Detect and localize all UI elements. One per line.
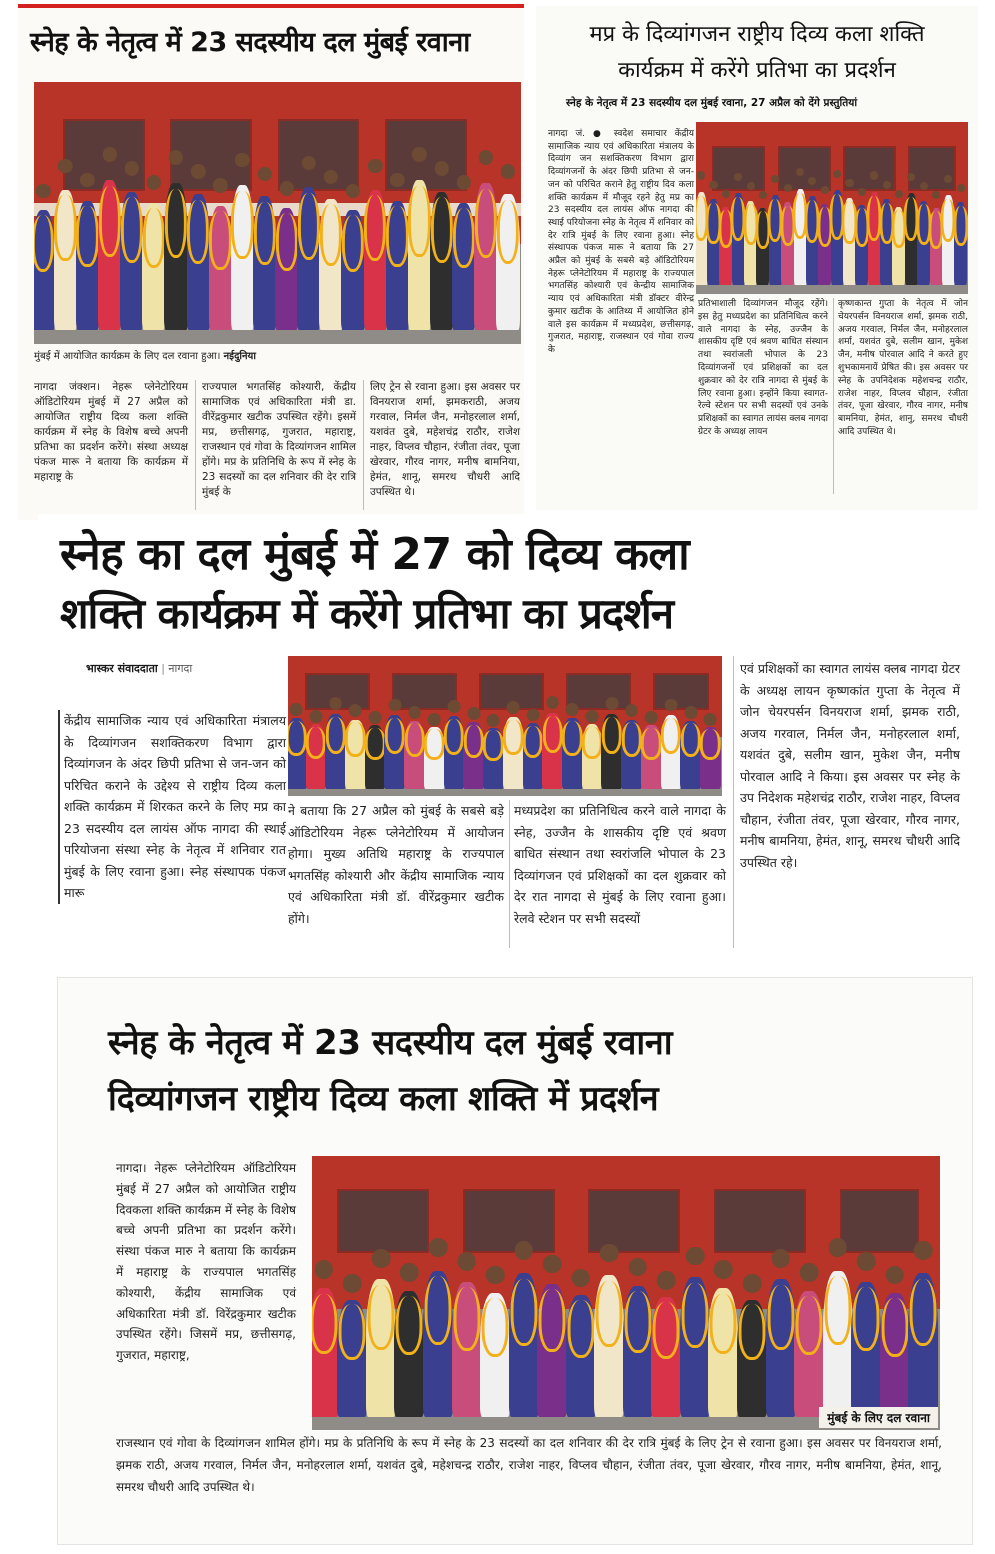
person-figure (474, 183, 497, 331)
clip2-col-1: नागदा जं. ● स्वदेश समाचार केंद्रीय सामाजिक न्याय एवं अधिकारिता मंत्रालय के दिव्यांग जन सशक्तिकरण विभाग द्वारा दिव्यांगजनों के अंदर छिपी प्रतिभा से जन-जन को परिचित कराने हेतु राष्ट्रीय दिव कला शक्ति कार्यक्रम में मौजूद रहने हेतु मप्र का 23 सदस्यीय दल लायंस ऑफ नागदा की स्थाई परियोजना स्नेह के नेतृत्व में शनिवार को देर रात्रि मुंबई के लिए रवाना हुआ। स्नेह संस्थापक पंकज मारू ने बताया कि 27 अप्रैल को मुंबई के सबसे बड़े ऑडिटोरियम नेहरू प्लेनेटोरियम में महाराष्ट्र के राज्यपाल भगतसिंह कोश्यारी एवं केन्द्रीय सामाजिक न्याय एवं अधिकारिता मंत्री डॉक्टर वीरेन्द्र कुमार खटीक के आतिथ्य में आयोजित होने वाले इस कार्यक्रम में मध्यप्रदेश, छत्तीसगढ़, गुजरात, महाराष्ट्र, राजस्थान एवं गोवा राज्य के (548, 129, 694, 355)
person-figure (737, 1300, 767, 1417)
person-figure (231, 185, 254, 330)
byline-place: नागदा (168, 662, 193, 675)
group-of-people (288, 678, 722, 796)
clip1-col-2: राज्यपाल भगतसिंह कोश्यारी, केंद्रीय सामाजिक एवं अधिकारिता मंत्री डा. वीरेंद्रकुमार खटीक उपस्थित रहेंगे। इसमें मप्र, छत्तीसगढ़, गुजरात, महाराष्ट्र, राजस्थान एवं गोवा के दिव्यांगजन शामिल होंगे। मप्र के प्रतिनिधि के रूप में स्नेह के 23 सदस्यों का दल शनिवार की देर रात्रि मुंबई के (202, 381, 356, 498)
clip3-col-3: मध्यप्रदेश का प्रतिनिधित्व करने वाले नागदा के स्नेह, उज्जैन के शासकीय दृष्टि एवं श्रवण बाधित संस्थान तथा स्वरांजलि भोपाल के 23 दिव्यांगजन एवं प्रशिक्षकों का दल शुक्रवार को देर रात नागदा से मुंबई के लिए रवाना हुआ। रेलवे स्टेशन पर सभी सदस्यों (514, 803, 726, 926)
person-figure (366, 1279, 396, 1416)
clip4-headline-1: स्नेह के नेतृत्व में 23 सदस्यीय दल मुंबई रवाना (108, 1023, 673, 1063)
person-figure (509, 1273, 539, 1417)
person-figure (851, 1282, 881, 1417)
clip4-photo (312, 1156, 940, 1430)
person-figure (164, 183, 187, 331)
person-figure (641, 725, 662, 789)
group-of-people (34, 113, 521, 344)
person-figure (430, 192, 453, 330)
person-figure (594, 1275, 624, 1417)
clip1-headline: स्नेह के नेतृत्व में 23 सदस्यीय दल मुंबई रवाना (30, 27, 470, 58)
person-figure (880, 1293, 910, 1417)
person-figure (452, 203, 475, 330)
person-figure (732, 193, 745, 285)
person-figure (843, 198, 856, 285)
clip1-caption: मुंबई में आयोजित कार्यक्रम के लिए दल रवाना हुआ। नईदुनिया (34, 351, 256, 362)
person-figure (187, 194, 210, 330)
clip4-headline-2: दिव्यांगजन राष्ट्रीय दिव्य कला शक्ति में प्रदर्शन (108, 1079, 659, 1119)
person-figure (345, 720, 366, 789)
person-figure (562, 718, 583, 789)
clipping-naidunia (18, 4, 524, 520)
person-figure (54, 190, 77, 331)
clip3-headline-2: शक्ति कार्यक्रम में करेंगे प्रतिभा का प्रदर्शन (60, 589, 674, 638)
person-figure (523, 723, 544, 789)
person-figure (496, 194, 519, 330)
person-figure (744, 201, 757, 285)
person-figure (651, 1297, 681, 1416)
person-figure (708, 1288, 738, 1416)
person-figure (806, 196, 819, 285)
person-figure (823, 1271, 853, 1417)
clipping-bhaskar (38, 514, 972, 960)
person-figure (386, 201, 409, 330)
person-figure (503, 717, 524, 789)
person-figure (769, 195, 782, 285)
clip2-col-3: कृष्णकान्त गुप्ता के नेतृत्व में जोन चेयरपर्सन विनयराज शर्मा, झमक राठी, अजय गरवाल, निर्मल जैन, मनोहरलाल शर्मा, यशवंत दुबे, सलीम खान, मुकेश जैन, मनीष पोरवाल आदि ने करते हुए शुभकामनायें प्रेषित की। इस अवसर पर स्नेह के उपनिदेशक महेशचन्द्र राठौर, राजेश नाहर, विप्लव चौहान, रंजीता तंवर, पूजा खेरवार, गौरव नागर, मनीष बामनिया, हेमंत, शानु, समरथ चौधरी आदि उपस्थित थे। (838, 299, 968, 437)
clip2-subhead: स्नेह के नेतृत्व में 23 सदस्यीय दल मुंबई रवाना, 27 अप्रैल को देंगे प्रस्तुतियां (566, 97, 858, 109)
person-figure (566, 1295, 596, 1416)
person-figure (275, 208, 298, 330)
clipping-4 (58, 978, 972, 1544)
person-figure (908, 1273, 938, 1417)
person-figure (905, 193, 918, 285)
clip2-col-2: प्रतिभाशाली दिव्यांगजन मौजूद रहेंगे। इस हेतु मध्यप्रदेश का प्रतिनिधित्व करने वाले नागदा के स्नेह, उज्जैन के शासकीय दृष्टि एवं श्रवण बाधित संस्थान तथा स्वरांजली भोपाल के 23 दिव्यांगजनों एवं प्रशिक्षकों का दल शुक्रवार को देर रात्रि नागदा से मुंबई के लिए रवाना हुआ। इन्होंने किया स्वागत- रेल्वे स्टेशन पर सभी सदस्यों एवं उनके प्रशिक्षकों का स्वागत लायंस क्लब नागदा ग्रेटर के अध्यक्ष लायन (698, 299, 828, 437)
clip2-headline-2: कार्यक्रम में करेंगे प्रतिभा का प्रदर्शन (618, 58, 896, 83)
person-figure (364, 190, 387, 331)
person-figure (661, 715, 682, 789)
person-figure (142, 203, 165, 330)
person-figure (794, 189, 807, 285)
person-figure (480, 1293, 510, 1417)
clip2-photo (696, 122, 968, 294)
person-figure (537, 1284, 567, 1417)
person-figure (831, 190, 844, 285)
person-figure (408, 180, 431, 330)
clip4-col-1: नागदा। नेहरू प्लेनेटोरियम ऑडिटोरियम मुंबई में 27 अप्रैल को आयोजित राष्ट्रीय दिवकला शक्ति कार्यक्रम में स्नेह के विशेष बच्चे अपनी प्रतिभा का प्रदर्शन करेंगे। संस्था पंकज मारु ने बताया कि कार्यक्रम में महाराष्ट्र के राज्यपाल भगतसिंह कोश्यारी, केंद्रीय सामाजिक एवं अधिकारिता मंत्री डॉ. विरेंद्रकुमार खटीक उपस्थित रहेंगे। जिसमें मप्र, छत्तीसगढ़, गुजरात, महाराष्ट्र, (116, 1161, 296, 1363)
source-credit: नईदुनिया (223, 351, 256, 362)
clip1-col-1: नागदा जंक्शन। नेहरू प्लेनेटोरियम ऑडिटोरियम मुंबई में 27 अप्रैल को आयोजित राष्ट्रीय दिव्य कला शक्ति कार्यक्रम में स्नेह के विशेष बच्चे अपनी प्रतिभा का प्रदर्शन करेंगे। संस्था अध्यक्ष पंकज मारू ने बताया कि कार्यक्रम में महाराष्ट्र के (34, 381, 188, 483)
person-figure (98, 180, 121, 330)
group-of-people (696, 146, 968, 294)
clip3-col-4: एवं प्रशिक्षकों का स्वागत लायंस क्लब नागदा ग्रेटर के अध्यक्ष लायन कृष्णकांत गुप्ता के नेतृत्व में जोन चेयरपर्सन विनयराज शर्मा, झमक राठी, अजय गरवाल, निर्मल जैन, मनोहरलाल शर्मा, यशवंत दुबे, सलीम खान, मुकेश जैन, मनीष पोरवाल आदि ने किया। इस अवसर पर स्नेह के उप निदेशक महेशचंद्र राठौर, राजेश नाहर, विप्लव चौहान, रंजीता तंवर, पूजा खेरवार, गौरव नागर, मनीष बामनिया, हेमंत, शानू, समरथ चौधरी आदि उपस्थित रहे। (740, 661, 960, 870)
clip3-headline-1: स्नेह का दल मुंबई में 27 को दिव्य कला (60, 529, 690, 580)
person-figure (483, 728, 504, 789)
person-figure (954, 202, 967, 285)
person-figure (621, 720, 642, 789)
clip4-bottom-text: राजस्थान एवं गोवा के दिव्यांगजन शामिल होंगे। मप्र के प्रतिनिधि के रूप में स्नेह के 23 सदस्यों का दल शनिवार की देर रात्रि मुंबई के लिए ट्रेन से रवाना हुआ। इस अवसर पर विनयराज शर्मा, झमक राठी, अजय गरवाल, निर्मल जैन, मनोहरलाल शर्मा, यशवंत दुबे, महेशचन्द्र राठौर, राजेश नाहर, विप्लव चौहान, रंजीता तंवर, पूजा खेरवार, गौरव नागर, मनीष बामनिया, हेमंत, शानू, समरथ चौधरी आदि उपस्थित थे। (116, 1436, 942, 1494)
clip3-byline: भास्कर संवाददाता | नागदा (86, 662, 193, 675)
person-figure (582, 724, 603, 789)
person-figure (623, 1286, 653, 1416)
person-figure (880, 199, 893, 285)
person-figure (766, 1279, 796, 1416)
clip4-caption: मुंबई के लिए दल रवाना (819, 1407, 938, 1428)
person-figure (942, 195, 955, 285)
person-figure (306, 724, 327, 789)
person-figure (297, 187, 320, 330)
person-figure (696, 192, 708, 285)
person-figure (463, 722, 484, 789)
person-figure (319, 199, 342, 330)
person-figure (423, 1271, 453, 1417)
clip3-col-2: ने बताया कि 27 अप्रैल को मुंबई के सबसे बड़े ऑडिटोरियम नेहरू प्लेनेटोरियम में आयोजन होगा। मुख्य अतिथि महाराष्ट्र के राज्यपाल भगतसिंह कोश्यारी और केंद्रीय सामाजिक न्याय एवं अधिकारिता मंत्री डॉ. वीरेंद्रकुमार खटीक होंगे। (288, 803, 504, 926)
person-figure (404, 721, 425, 789)
person-figure (452, 1282, 482, 1417)
group-of-people (312, 1205, 940, 1430)
person-figure (680, 1277, 710, 1416)
clip1-photo (34, 82, 521, 344)
person-figure (337, 1300, 367, 1417)
person-figure (917, 201, 930, 285)
clipping-swadesh (536, 6, 978, 510)
person-figure (365, 725, 386, 789)
person-figure (253, 196, 276, 330)
person-figure (325, 714, 346, 789)
person-figure (76, 201, 99, 330)
byline-name: भास्कर संवाददाता (86, 662, 158, 675)
person-figure (34, 210, 55, 330)
person-figure (288, 718, 307, 789)
clip1-col-3: लिए ट्रेन से रवाना हुआ। इस अवसर पर विनयराज शर्मा, झमकराठी, अजय गरवाल, निर्मल जैन, मनोहरलाल शर्मा, यशवंत दुबे, महेशचंद्र राठौर, राजेश नाहर, विप्लव चौहान, रंजीता तंवर, पूजा खेरवार, गौरव नागर, मनीष बामनिया, हेमंत, शानू, समरथ चौधरी आदि उपस्थित थे। (370, 381, 520, 498)
person-figure (542, 713, 563, 789)
person-figure (794, 1291, 824, 1417)
person-figure (707, 199, 720, 285)
clip3-col-1: केंद्रीय सामाजिक न्याय एवं अधिकारिता मंत्रालय के दिव्यांगजन सशक्तिकरण विभाग द्वारा दिव्यांगजन के अंदर छिपी प्रतिभा से जन-जन को परिचित कराने के उद्देश्य से राष्ट्रीय दिव्य कला शक्ति कार्यक्रम में शिरकत करने के लिए मप्र का 23 सदस्यीय दल लायंस ऑफ नागदा की स्थाई परियोजना संस्था स्नेह के नेतृत्व में शनिवार रात मुंबई के लिए रवाना हुआ। स्नेह संस्थापक पंकज मारू (58, 710, 286, 904)
person-figure (384, 715, 405, 789)
person-figure (341, 210, 364, 330)
person-figure (444, 716, 465, 789)
person-figure (120, 192, 143, 330)
clip2-headline-1: मप्र के दिव्यांगजन राष्ट्रीय दिव्य कला शक्ति (589, 22, 925, 47)
person-figure (424, 727, 445, 789)
person-figure (394, 1291, 424, 1417)
person-figure (601, 714, 622, 789)
person-figure (312, 1288, 339, 1416)
person-figure (680, 721, 701, 789)
clip3-photo (288, 656, 722, 796)
person-figure (700, 727, 721, 789)
person-figure (209, 206, 232, 330)
person-figure (868, 192, 881, 285)
